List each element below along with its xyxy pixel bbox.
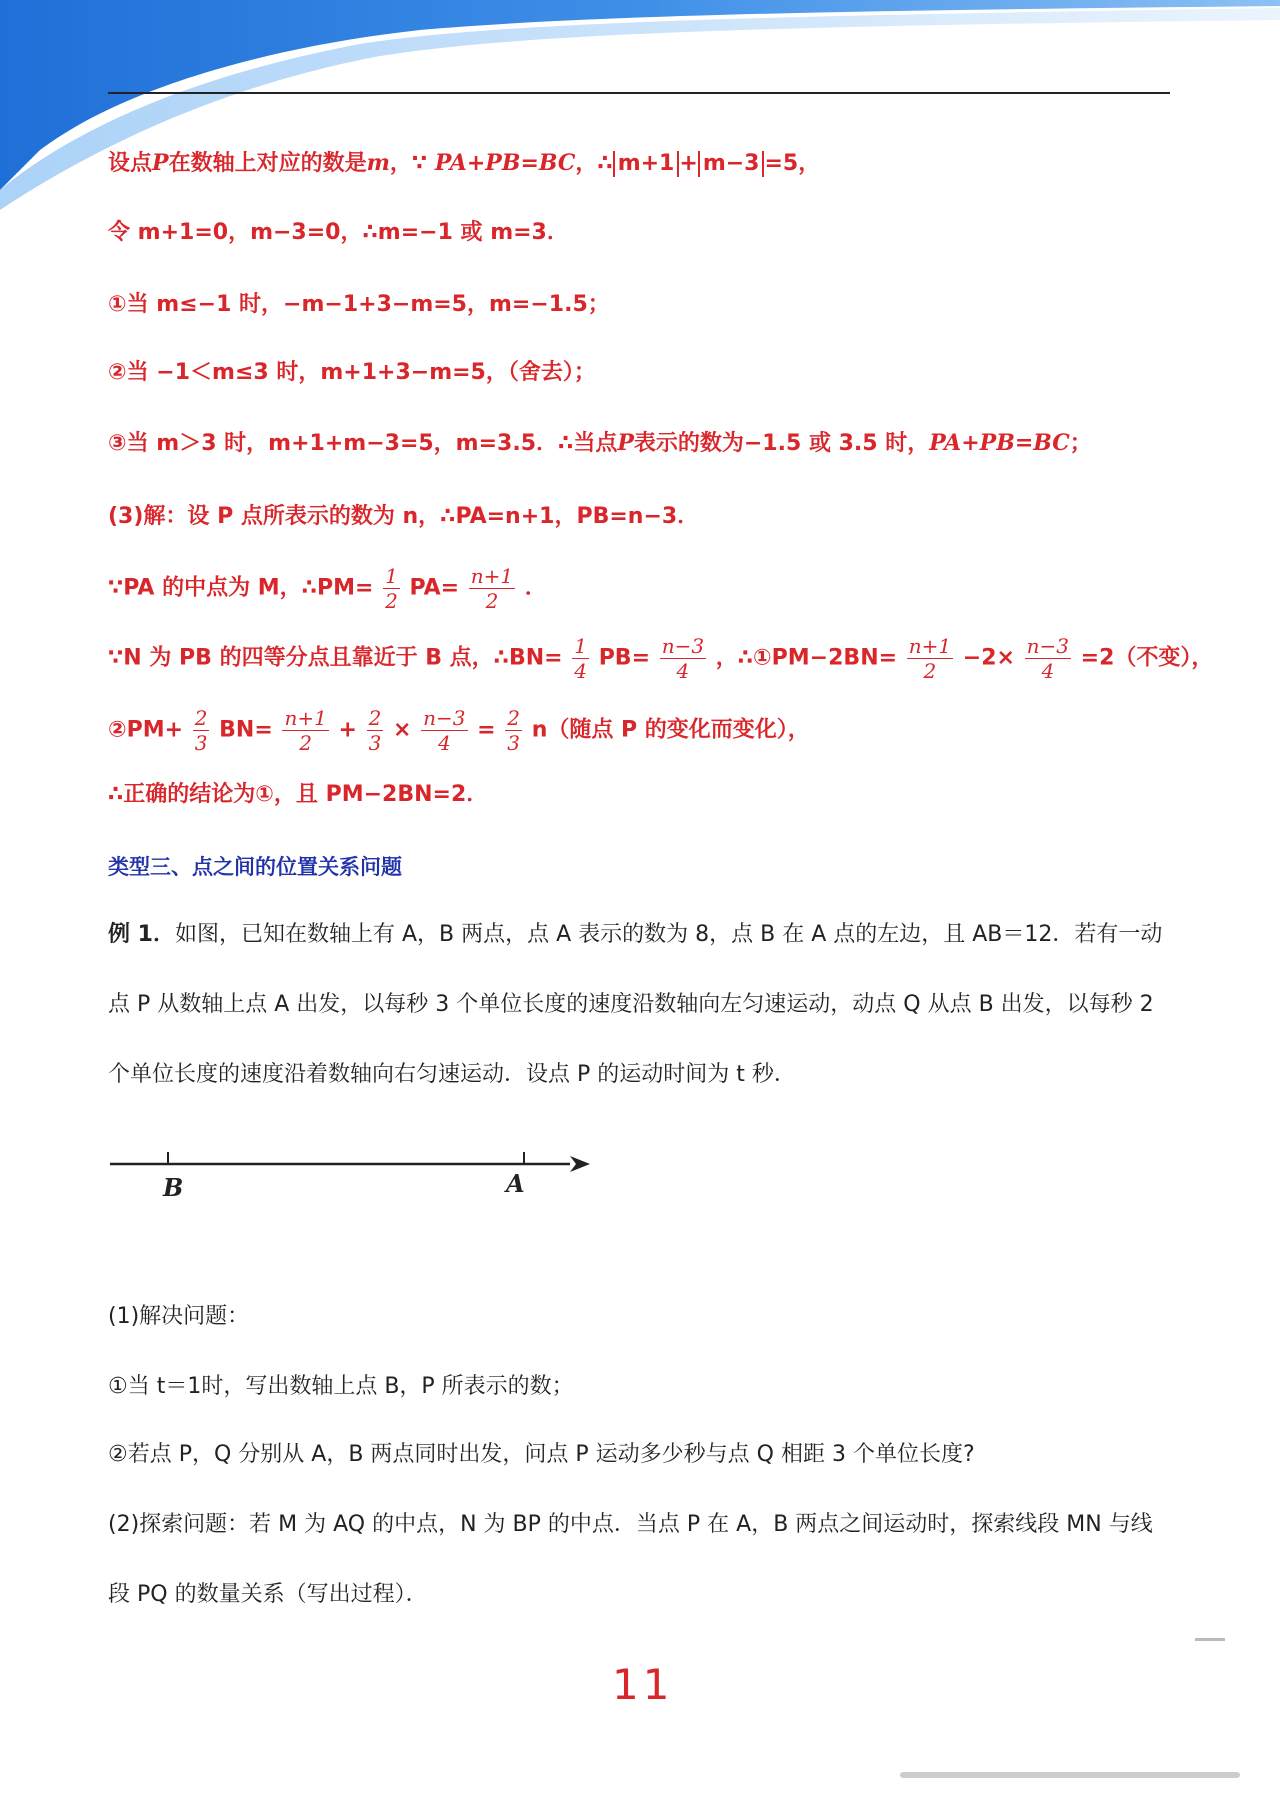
example-line-1: 例 1．如图，已知在数轴上有 A，B 两点，点 A 表示的数为 8，点 B 在 A 点的左边，且 AB＝12．若有一动	[108, 922, 1163, 947]
solution-line-1: 设点P在数轴上对应的数是m，∵ PA+PB=BC，∴ m+1 + m−3 =5，	[108, 150, 821, 176]
solution-line-5: ③当 m＞3 时，m+1+m−3=5，m=3.5．∴当点P表示的数为−1.5 或 3.5 时，PA+PB=BC；	[108, 430, 1092, 456]
point-label-a: A	[506, 1169, 525, 1198]
fraction: $\frac{n+1}{2}$	[470, 564, 514, 613]
solution-line-9: ②PM+ $\frac{2}{3}$ BN= $\frac{n+1}{2}$ + $\frac{2}{3}$ × $\frac{n-3}{4}$ = $\frac{2}{3}$ n（随点 P 的变化而变化），	[108, 706, 810, 755]
example-line-3: 个单位长度的速度沿着数轴向右匀速运动．设点 P 的运动时间为 t 秒．	[108, 1062, 796, 1087]
fraction: $\frac{1}{4}$	[574, 634, 588, 683]
fraction: $\frac{n-3}{4}$	[1026, 634, 1069, 683]
question-2-line-2: 段 PQ 的数量关系（写出过程）．	[108, 1582, 428, 1607]
arrow-head-icon	[570, 1156, 590, 1172]
fraction: $\frac{2}{3}$	[194, 706, 208, 755]
fraction: $\frac{2}{3}$	[368, 706, 382, 755]
absolute-value-2: m−3	[698, 151, 765, 177]
example-line-2: 点 P 从数轴上点 A 出发，以每秒 3 个单位长度的速度沿数轴向左匀速运动，动点 Q 从点 B 出发，以每秒 2	[108, 992, 1154, 1017]
section-heading: 类型三、点之间的位置关系问题	[108, 855, 402, 879]
solution-line-7: ∵PA 的中点为 M，∴PM= $\frac{1}{2}$ PA= $\frac{n+1}{2}$ ．	[108, 564, 547, 613]
scan-mark	[1195, 1638, 1225, 1641]
question-2-line-1: (2)探索问题：若 M 为 AQ 的中点，N 为 BP 的中点．当点 P 在 A，B 两点之间运动时，探索线段 MN 与线	[108, 1512, 1153, 1537]
fraction: $\frac{1}{2}$	[385, 564, 398, 613]
fraction: $\frac{2}{3}$	[507, 706, 521, 755]
scroll-indicator	[900, 1772, 1240, 1778]
fraction: $\frac{n+1}{2}$	[908, 634, 952, 683]
example-label: 例 1．	[108, 922, 175, 947]
point-label-b: B	[163, 1173, 184, 1200]
question-1b: ②若点 P，Q 分别从 A，B 两点同时出发，问点 P 运动多少秒与点 Q 相距 3 个单位长度?	[108, 1442, 975, 1467]
number-line-figure	[100, 1140, 590, 1200]
solution-line-4: ②当 −1＜m≤3 时，m+1+3−m=5，（舍去）；	[108, 360, 596, 385]
solution-line-2: 令 m+1=0，m−3=0，∴m=−1 或 m=3．	[108, 220, 569, 245]
question-1-heading: (1)解决问题：	[108, 1304, 250, 1329]
solution-line-3: ①当 m≤−1 时，−m−1+3−m=5，m=−1.5；	[108, 292, 610, 317]
header-rule	[108, 92, 1170, 94]
fraction: $\frac{n+1}{2}$	[284, 706, 327, 755]
fraction: $\frac{n-3}{4}$	[423, 706, 466, 755]
absolute-value-1: m+1	[613, 151, 680, 177]
fraction: $\frac{n-3}{4}$	[661, 634, 705, 683]
question-1a: ①当 t＝1时，写出数轴上点 B，P 所表示的数；	[108, 1374, 574, 1399]
solution-line-6: (3)解：设 P 点所表示的数为 n，∴PA=n+1，PB=n−3．	[108, 504, 700, 529]
solution-line-10: ∴正确的结论为①，且 PM−2BN=2．	[108, 782, 489, 807]
solution-line-8: ∵N 为 PB 的四等分点且靠近于 B 点，∴BN= $\frac{1}{4}$ PB= $\frac{n-3}{4}$ ，∴①PM−2BN= $\frac{n+1}{2}$ −2× $\frac{n-3}{4}$ =2（不变），	[108, 634, 1214, 683]
page-number: 11	[612, 1660, 674, 1709]
